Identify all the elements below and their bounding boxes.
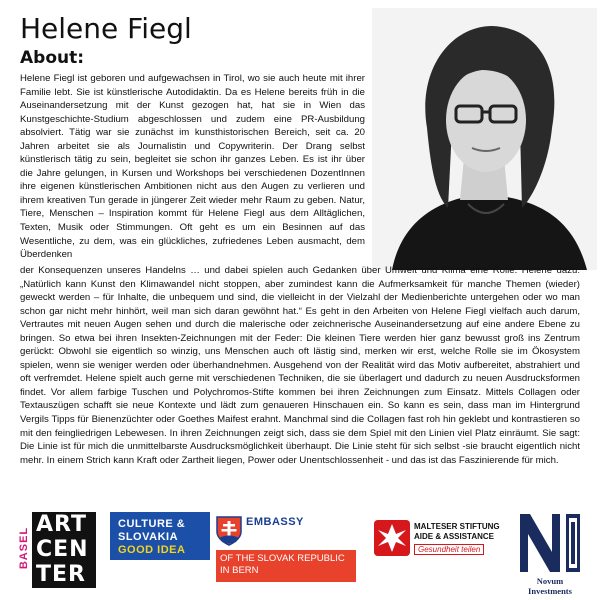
basel-art-center-logo [18, 512, 98, 588]
artist-portrait [372, 8, 597, 270]
embassy-line-1: EMBASSY [246, 516, 304, 528]
novum-emblem-icon [514, 508, 586, 574]
page-title: Helene Fiegl [20, 12, 192, 45]
novum-label: Novum Investments [528, 576, 572, 596]
portrait-image [372, 8, 597, 270]
culture-line-3: GOOD IDEA [118, 544, 186, 556]
culture-line-1: CULTURE & [118, 518, 186, 530]
slovak-coat-of-arms-icon [216, 516, 242, 546]
basel-row-3: TER [36, 562, 86, 587]
bio-paragraph-bottom: der Konsequenzen unseres Handelns … und dabei spielen auch Gedanken über Umwelt und Klima eine Rolle. Helene dazu: „Natürlich kann Kunst den Klimawandel nicht stoppen, aber zumindest kann die Aufmerksamkeit für manche Themen (wieder) geweckt werden – für Inhalte, die unbequem und sind, die vielleicht in der Vielzahl der Medienberichte untergehen oder wo man schon gar nicht mehr hinhört, weil man sich daran gewöhnt hat.“ Es geht in den Arbeiten von Helene Fiegl vielfach auch darum, Vertrautes mit neuen Augen sehen und durch die malerische oder zeichnerische Auseinandersetzung auf eine andere Ebene zu bringen. So etwa bei ihren Insekten-Zeichnungen mit der Feder: Die kleinen Tiere werden hier ganz bewusst groß ins Zentrum gerückt: Obwohl sie eigentlich so winzig, uns Menschen auch oft lästig sind, merken wir erst, welche Rolle sie im Ökosystem spielen, wenn sie weniger werden oder überhandnehmen. Ausgehend von der Realität wird das Motiv aufbereitet, abstrahiert und oft verfremdet. Helene spielt auch gerne mit verschiedenen Techniken, die sie überlagert und dadurch zu neuen Ausdrucksformen findet. Vor allem farbige Tuschen und Polychromos-Stifte kommen bei ihren Zeichnungen zum Einsatz. Mittels Collagen oder Textauszügen schafft sie neue Kontexte und lädt zum genaueren Hinschauen ein. So kann es sein, dass man im Hintergrund Vergils Tipps für Bienenzüchter oder Goethes Maifest erahnt. Manchmal sind die Collagen fast roh hin geklebt und kontrastieren so mit den feingliedrigen Lebewesen. In ihren Zeichnungen zeigt sich, dass sie dem Spiel mit den Linien viel Platz einräumt. Sie sagt: Die Linie ist für mich die unmittelbarste Ausdrucksmöglichkeit überhaupt. Die Linie steht für sich selbst -sie braucht eigentlich nicht mehr. In einem Strich kann Kraft oder Zartheit liegen, Power oder Unentschlossenheit - und das ist das Faszinierende für mich. [20, 265, 580, 466]
basel-row-1: ART [36, 512, 87, 537]
basel-row-2: CEN [36, 537, 89, 562]
bio-paragraph-top: Helene Fiegl ist geboren und aufgewachsen in Tirol, wo sie auch heute mit ihrer Familie lebt. Sie ist künstlerische Autodidaktin. Da es Helene bereits früh in die Auseinandersetzung mit der Kunst gezogen hat, hat sie in Wien das Kunstgeschichte-Studium abgeschlossen und zudem eine PR-Ausbildung absolviert. Tätig war sie zunächst im kunsthistorischen Bereich, seit ca. 20 Jahren arbeitet sie als Journalistin und Copywriterin. Der Drang selbst künstlerisch tätig zu sein, begleitet sie schon ihr ganzes Leben. Es ist ihr über die Jahre gelungen, in Kursen und Workshops bei verschiedenen DozentInnen ihre eigenen künstlerischen Ambitionen nicht aus den Augen zu verlieren und ihrem kreativen Tun gerade in jüngerer Zeit wieder mehr Raum zu geben. Natur, Tiere, Menschen – Inspiration kommt für Helene Fiegl aus dem Alltäglichen, Texten, Musik oder Stimmungen. Oft geht es um ein Besinnen auf das Wesentliche, zu dem, was ein glückliches, zufriedenes Leben ausmacht, dem Überdenken [20, 73, 365, 261]
about-heading: About: [20, 48, 85, 68]
malteser-line-1: MALTESER STIFTUNG [414, 522, 500, 531]
malteser-logo [374, 520, 508, 570]
maltese-cross-icon [374, 520, 410, 556]
basel-side-label: BASEL [18, 526, 30, 570]
culture-slovakia-logo [110, 512, 210, 560]
embassy-line-3: IN BERN [220, 565, 259, 576]
malteser-line-2: AIDE & ASSISTANCE [414, 532, 495, 541]
sponsor-logos [18, 508, 588, 596]
novum-investments-logo [514, 508, 586, 596]
embassy-line-2: OF THE SLOVAK REPUBLIC [220, 553, 345, 564]
malteser-line-3: Gesundheit teilen [414, 544, 484, 555]
slovak-embassy-logo [216, 512, 356, 582]
culture-line-2: SLOVAKIA [118, 531, 179, 543]
